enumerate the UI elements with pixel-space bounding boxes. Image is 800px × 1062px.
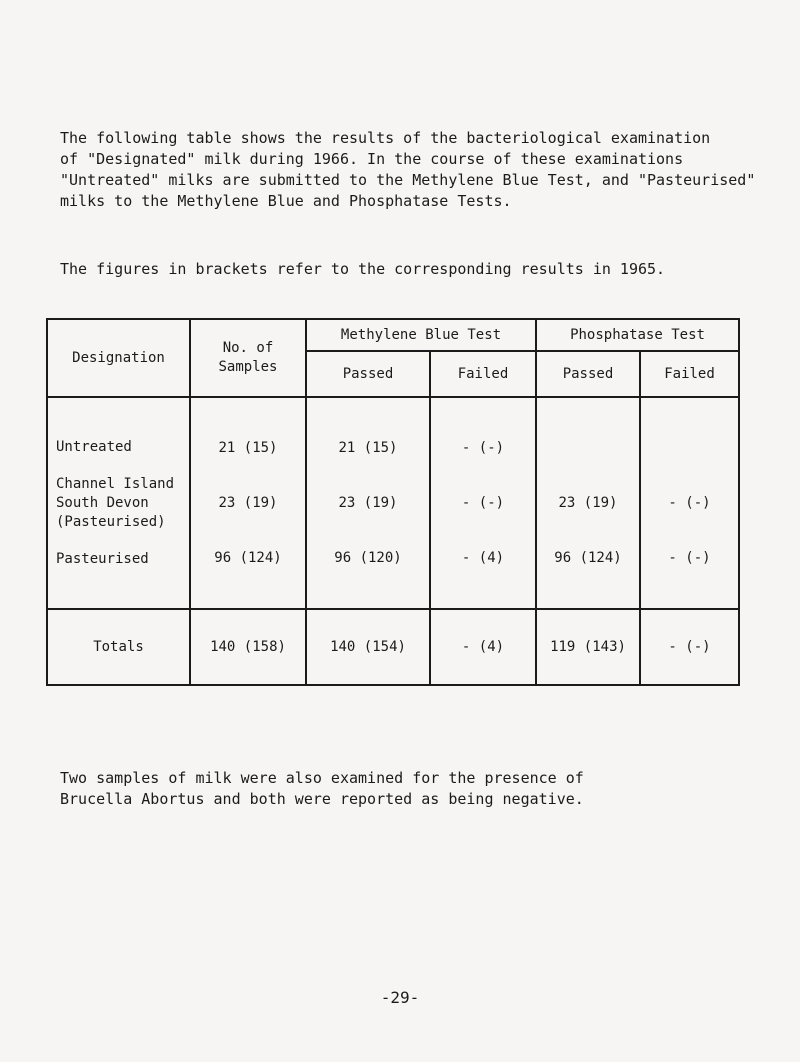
header-row <box>47 319 739 351</box>
table-row-totals <box>47 609 739 685</box>
intro-paragraph: The following table shows the results of the bacteriological examination of "Designated" milk during 1966. In the course of these examinations "Untreated" milks are submitted to the Methylene Blue Test, and "Pasteurised" milks to the Methylene Blue and Phosphatase Tests. <box>60 129 756 210</box>
header-samples: No. of Samples <box>190 319 306 397</box>
designation-pasteurised: Pasteurised <box>56 550 149 567</box>
header-ph-failed: Failed <box>640 351 739 397</box>
totals-mb-passed: 140 (154) <box>306 609 430 685</box>
mb-passed-channel-island: 23 (19) <box>338 494 398 511</box>
table-row-body <box>47 397 739 609</box>
mb-failed-untreated: - (-) <box>461 439 505 456</box>
ph-failed-channel-island: - (-) <box>668 494 711 511</box>
mb-passed-column <box>306 397 430 609</box>
totals-ph-passed: 119 (143) <box>536 609 640 685</box>
mb-passed-untreated: 21 (15) <box>338 439 398 456</box>
samples-untreated: 21 (15) <box>218 439 278 456</box>
brackets-note: The figures in brackets refer to the corresponding results in 1965. <box>60 260 666 278</box>
samples-pasteurised: 96 (124) <box>214 550 282 567</box>
designation-column <box>47 397 190 609</box>
ph-failed-column <box>640 397 739 609</box>
header-methylene-blue-test: Methylene Blue Test <box>306 319 536 351</box>
header-ph-passed: Passed <box>536 351 640 397</box>
header-phosphatase-test: Phosphatase Test <box>536 319 739 351</box>
totals-ph-failed: - (-) <box>640 609 739 685</box>
totals-mb-failed: - (4) <box>430 609 536 685</box>
mb-passed-pasteurised: 96 (120) <box>334 550 402 567</box>
designation-channel-island: Channel Island South Devon (Pasteurised) <box>56 475 175 530</box>
results-table <box>46 318 740 686</box>
mb-failed-column <box>430 397 536 609</box>
page-number: -29- <box>380 988 420 1007</box>
header-mb-passed: Passed <box>306 351 430 397</box>
designation-untreated: Untreated <box>56 439 132 456</box>
samples-channel-island: 23 (19) <box>218 494 278 511</box>
samples-column <box>190 397 306 609</box>
totals-samples: 140 (158) <box>190 609 306 685</box>
ph-passed-column <box>536 397 640 609</box>
header-designation: Designation <box>47 319 190 397</box>
totals-label: Totals <box>47 609 190 685</box>
header-mb-failed: Failed <box>430 351 536 397</box>
ph-passed-channel-island: 23 (19) <box>558 494 618 511</box>
brucella-paragraph: Two samples of milk were also examined for the presence of Brucella Abortus and both were reported as being negative. <box>60 769 584 808</box>
mb-failed-channel-island: - (-) <box>461 494 505 511</box>
ph-passed-pasteurised: 96 (124) <box>554 550 622 567</box>
ph-failed-pasteurised: - (-) <box>668 550 711 567</box>
mb-failed-pasteurised: - (4) <box>461 550 505 567</box>
